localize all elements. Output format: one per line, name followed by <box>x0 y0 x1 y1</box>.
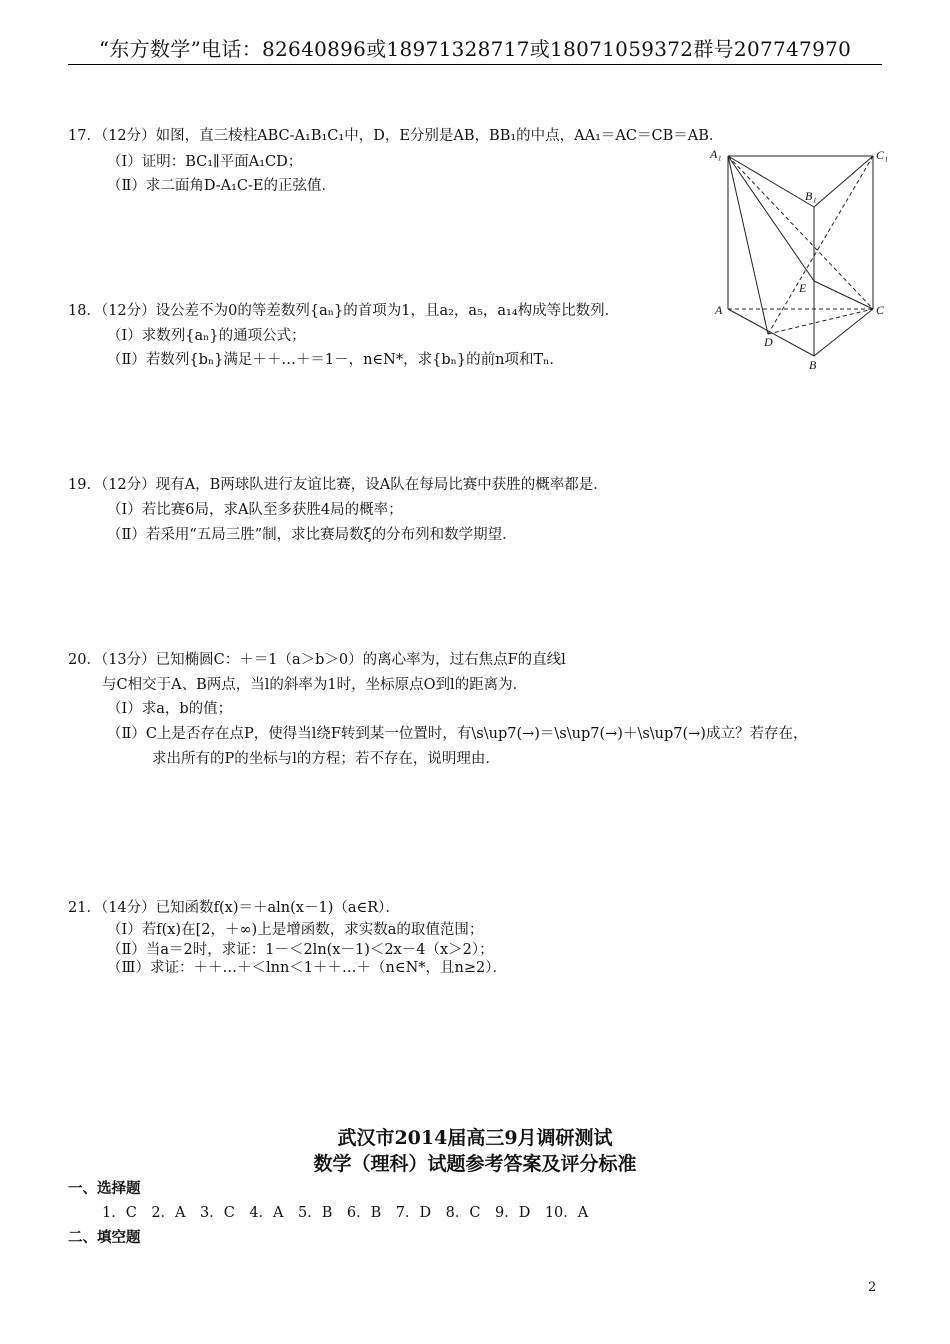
label-B: B <box>809 358 817 372</box>
q20-stem: 20．（13分）已知椭圆C：＋＝1（a＞b＞0）的离心率为，过右焦点F的直线l <box>68 652 566 668</box>
answer-key-subtitle: 数学（理科）试题参考答案及评分标准 <box>313 1153 637 1175</box>
label-E: E <box>799 281 807 295</box>
prism-figure <box>706 144 896 372</box>
label-C: C <box>876 303 885 317</box>
q21-part2: （Ⅱ）当a＝2时，求证：1－＜2ln(x－1)＜2x－4（x＞2）； <box>107 942 494 958</box>
q17-part1: （Ⅰ）证明：BC₁∥平面A₁CD； <box>107 154 303 170</box>
q21-stem: 21．（14分）已知函数f(x)＝＋aln(x－1)（a∈R）． <box>68 900 400 916</box>
label-D: D <box>764 335 773 349</box>
section-fill-blank: 二、填空题 <box>68 1229 141 1246</box>
q18-part1: （Ⅰ）求数列{aₙ}的通项公式； <box>107 328 306 344</box>
q17-stem: 17．（12分）如图，直三棱柱ABC-A₁B₁C₁中，D，E分别是AB，BB₁的中点，AA₁＝AC＝CB＝AB． <box>68 128 724 144</box>
q20-part2-cont: 求出所有的P的坐标与l的方程；若不存在，说明理由． <box>152 751 500 767</box>
label-B1: B₁ <box>805 189 817 203</box>
label-C1: C₁ <box>876 148 889 162</box>
q20-stem-cont: 与C相交于A、B两点，当l的斜率为1时，坐标原点O到l的距离为． <box>102 677 528 693</box>
header-rule <box>68 64 882 65</box>
label-A1: A₁ <box>710 147 722 161</box>
q20-part2: （Ⅱ）C上是否存在点P，使得当l绕F转到某一位置时，有\s\up7(→)＝\s\up7(→)＋\s\up7(→)成立？若存在， <box>107 726 808 742</box>
q21-part1: （Ⅰ）若f(x)在[2，＋∞)上是增函数，求实数a的取值范围； <box>107 922 484 938</box>
page-header: “东方数学”电话：82640896或18971328717或18071059372群号207747970 <box>98 37 852 61</box>
section-multiple-choice: 一、选择题 <box>68 1180 141 1197</box>
page-number: 2 <box>868 1280 877 1295</box>
choice-answers: 1．C 2．A 3．C 4．A 5．B 6．B 7．D 8．C 9．D 10．A <box>102 1205 589 1221</box>
q18-stem: 18．（12分）设公差不为0的等差数列{aₙ}的首项为1，且a₂，a₅，a₁₄构成等比数列． <box>68 303 620 319</box>
q19-part1: （Ⅰ）若比赛6局，求A队至多获胜4局的概率； <box>107 502 403 518</box>
q18-part2: （Ⅱ）若数列{bₙ}满足＋＋…＋＝1－，n∈N*，求{bₙ}的前n项和Tₙ． <box>107 352 564 368</box>
q21-part3: （Ⅲ）求证：＋＋…＋＜lnn＜1＋＋…＋（n∈N*，且n≥2）． <box>107 960 507 976</box>
q19-part2: （Ⅱ）若采用“五局三胜”制，求比赛局数ξ的分布列和数学期望． <box>107 527 517 543</box>
q20-part1: （Ⅰ）求a，b的值； <box>107 701 233 717</box>
q19-stem: 19．（12分）现有A，B两球队进行友谊比赛，设A队在每局比赛中获胜的概率都是． <box>68 477 608 493</box>
q17-part2: （Ⅱ）求二面角D-A₁C-E的正弦值． <box>107 178 337 194</box>
answer-key-title: 武汉市2014届高三9月调研测试 <box>337 1127 613 1149</box>
label-A: A <box>715 303 723 317</box>
